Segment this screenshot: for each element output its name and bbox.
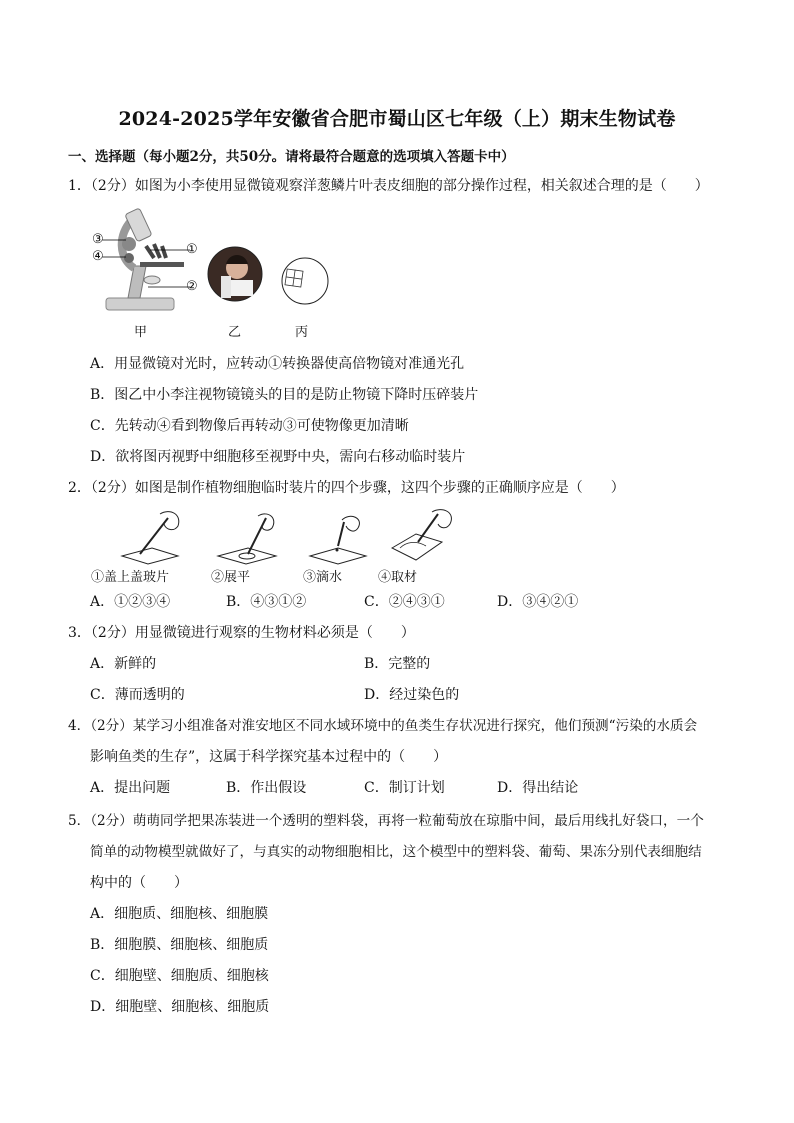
question-4-stem-line-1: 4．（2分）某学习小组准备对淮安地区不同水域环境中的鱼类生存状况进行探究，他们预测“污染的水质会 [68, 718, 698, 734]
question-5-option-d[interactable]: D．细胞壁、细胞核、细胞质 [90, 999, 270, 1015]
question-4-option-c[interactable]: C．制订计划 [364, 780, 445, 796]
question-4-option-d[interactable]: D．得出结论 [497, 780, 579, 796]
step-caption-2: ②展平 [211, 570, 251, 585]
label-1: ① [186, 242, 198, 257]
question-2-option-c[interactable]: C．②④③① [364, 594, 445, 610]
step-caption-1: ①盖上盖玻片 [91, 570, 170, 585]
step-take-material-figure [386, 508, 460, 566]
page-title: 2024-2025学年安徽省合肥市蜀山区七年级（上）期末生物试卷 [118, 108, 676, 130]
question-5-option-c[interactable]: C．细胞壁、细胞质、细胞核 [90, 968, 269, 984]
question-3-option-b[interactable]: B．完整的 [364, 656, 431, 672]
student-photo-figure [207, 246, 263, 302]
question-5-stem-line-2: 简单的动物模型就做好了，与真实的动物细胞相比，这个模型中的塑料袋、葡萄、果冻分别代表细胞结 [90, 844, 702, 860]
field-of-view-figure [280, 256, 330, 306]
question-3-option-c[interactable]: C．薄而透明的 [90, 687, 185, 703]
label-4: ④ [92, 249, 104, 264]
label-2: ② [186, 279, 198, 294]
question-5-stem-line-3: 构中的（ ） [90, 875, 188, 891]
step-flatten-figure [214, 512, 284, 566]
figure-caption-bing: 丙 [295, 325, 309, 340]
step-caption-3: ③滴水 [303, 570, 343, 585]
question-4-stem-line-2: 影响鱼类的生存”，这属于科学探究基本过程中的（ ） [90, 749, 448, 765]
question-4-option-a[interactable]: A．提出问题 [90, 780, 171, 796]
step-cover-slip-figure [112, 508, 192, 566]
question-2-stem: 2．（2分）如图是制作植物细胞临时装片的四个步骤，这四个步骤的正确顺序应是（ ） [68, 480, 625, 496]
step-drip-water-figure [306, 512, 372, 566]
question-1-option-a[interactable]: A．用显微镜对光时，应转动①转换器使高倍物镜对准通光孔 [90, 356, 465, 372]
question-1-option-c[interactable]: C．先转动④看到物像后再转动③可使物像更加清晰 [90, 418, 409, 434]
question-5-stem-line-1: 5．（2分）萌萌同学把果冻装进一个透明的塑料袋，再将一粒葡萄放在琼脂中间，最后用线扎好袋口，一个 [68, 813, 704, 829]
question-2-option-d[interactable]: D．③④②① [497, 594, 579, 610]
question-1-option-d[interactable]: D．欲将图丙视野中细胞移至视野中央，需向右移动临时装片 [90, 449, 466, 465]
figure-caption-jia: 甲 [134, 325, 148, 340]
section-heading: 一、选择题（每小题2分，共50分。请将最符合题意的选项填入答题卡中） [68, 149, 515, 165]
microscope-figure [88, 206, 208, 316]
question-2-option-b[interactable]: B．④③①② [226, 594, 307, 610]
figure-caption-yi: 乙 [228, 325, 242, 340]
question-3-option-d[interactable]: D．经过染色的 [364, 687, 460, 703]
question-3-stem: 3．（2分）用显微镜进行观察的生物材料必须是（ ） [68, 625, 415, 641]
question-1-option-b[interactable]: B．图乙中小李注视物镜镜头的目的是防止物镜下降时压碎装片 [90, 387, 479, 403]
question-2-option-a[interactable]: A．①②③④ [90, 594, 171, 610]
question-3-option-a[interactable]: A．新鲜的 [90, 656, 157, 672]
question-1-stem: 1．（2分）如图为小李使用显微镜观察洋葱鳞片叶表皮细胞的部分操作过程，相关叙述合理的是（ ） [68, 178, 709, 194]
question-4-option-b[interactable]: B．作出假设 [226, 780, 307, 796]
question-5-option-a[interactable]: A．细胞质、细胞核、细胞膜 [90, 906, 269, 922]
label-3: ③ [92, 232, 104, 247]
step-caption-4: ④取材 [378, 570, 418, 585]
question-5-option-b[interactable]: B．细胞膜、细胞核、细胞质 [90, 937, 269, 953]
